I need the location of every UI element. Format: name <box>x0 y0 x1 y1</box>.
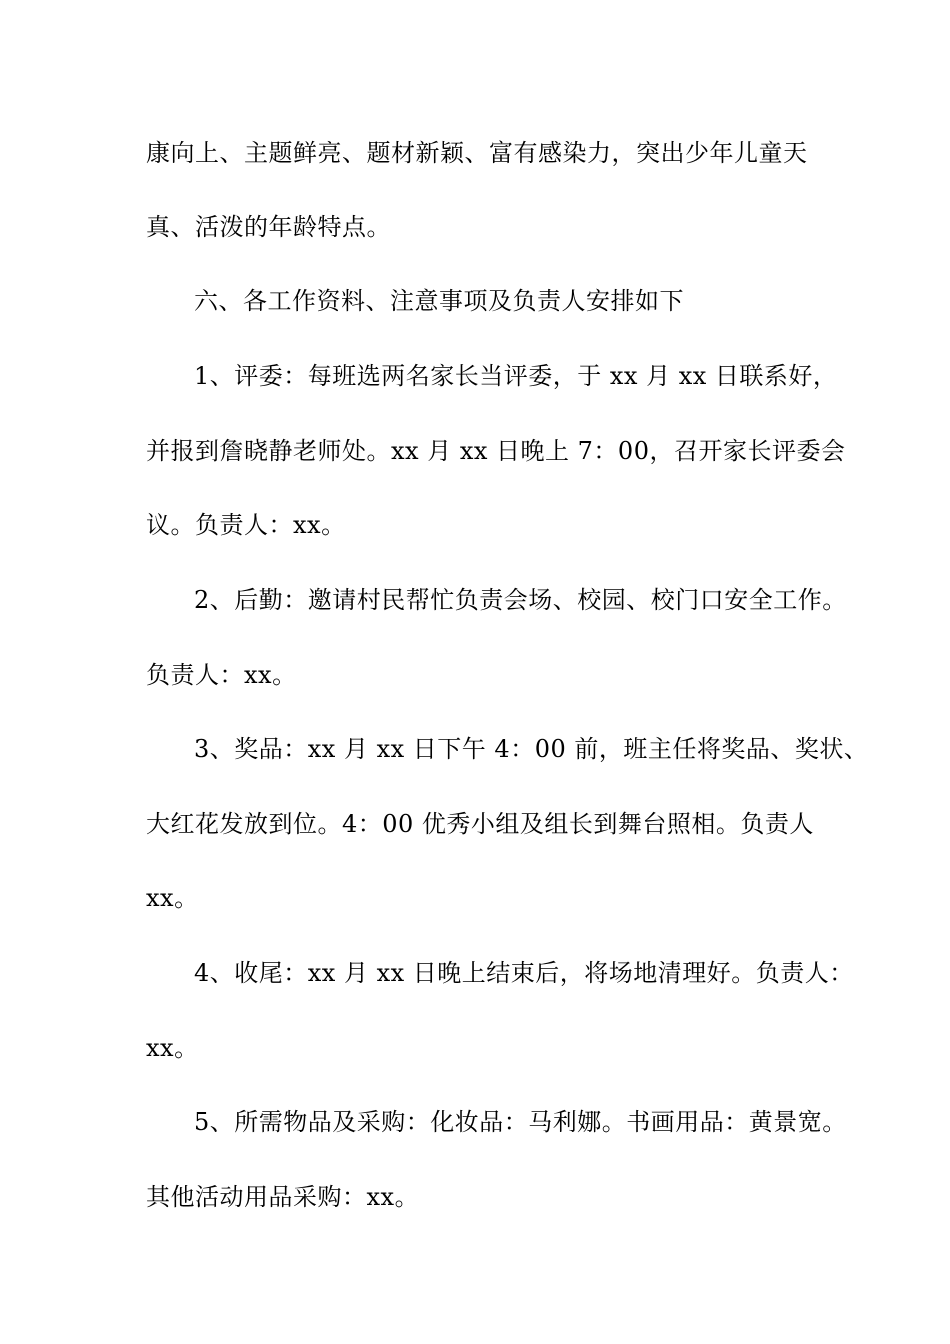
list-item-text: 1、评委：每班选两名家长当评委，于 xx 月 xx 日联系好， <box>194 362 838 390</box>
body-text-line: 负责人：xx。 <box>146 661 297 689</box>
body-text-line: 议。负责人：xx。 <box>146 511 346 539</box>
list-item-text: 5、所需物品及采购：化妆品：马利娜。书画用品：黄景宽。 <box>194 1108 847 1136</box>
section-heading: 六、各工作资料、注意事项及负责人安排如下 <box>194 287 684 315</box>
body-text-line: 其他活动用品采购：xx。 <box>146 1183 420 1211</box>
body-text-line: 并报到詹晓静老师处。xx 月 xx 日晚上 7：00，召开家长评委会 <box>146 437 846 465</box>
body-text-line: xx。 <box>146 1034 199 1062</box>
body-text-line: 大红花发放到位。4：00 优秀小组及组长到舞台照相。负责人 <box>146 810 814 838</box>
body-text-line: 真、活泼的年龄特点。 <box>146 213 391 241</box>
body-text-line: xx。 <box>146 884 199 912</box>
body-text-line: 康向上、主题鲜亮、题材新颖、富有感染力，突出少年儿童天 <box>146 139 808 167</box>
list-item-text: 3、奖品：xx 月 xx 日下午 4：00 前，班主任将奖品、奖状、 <box>194 735 869 763</box>
list-item-text: 2、后勤：邀请村民帮忙负责会场、校园、校门口安全工作。 <box>194 586 847 614</box>
list-item-text: 4、收尾：xx 月 xx 日晚上结束后，将场地清理好。负责人： <box>194 959 854 987</box>
